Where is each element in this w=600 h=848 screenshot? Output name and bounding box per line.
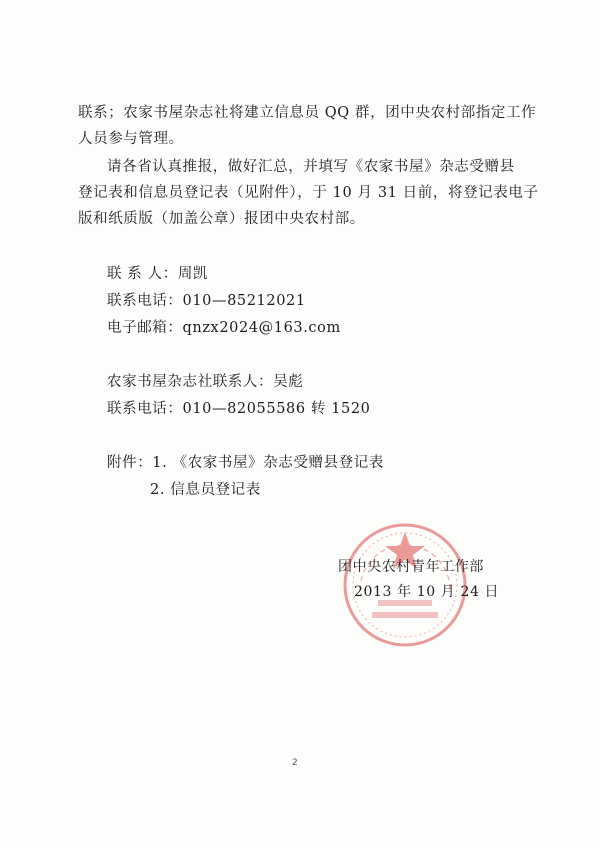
contact-phone: 联系电话：010—85212021 bbox=[107, 293, 306, 309]
body-para1-line2: 人员参与管理。 bbox=[78, 131, 184, 147]
magazine-contact-person: 农家书屋杂志社联系人：吴彪 bbox=[107, 374, 304, 390]
magazine-contact-phone: 联系电话：010—82055586 转 1520 bbox=[107, 401, 371, 417]
body-para2-line2: 登记表和信息员登记表（见附件），于 10 月 31 日前，将登记表电子 bbox=[78, 185, 539, 201]
body-para1-line1: 联系；农家书屋杂志社将建立信息员 QQ 群，团中央农村部指定工作 bbox=[78, 105, 537, 121]
body-para2-line3: 版和纸质版（加盖公章）报团中央农村部。 bbox=[78, 211, 365, 227]
attachment-2: 2. 信息员登记表 bbox=[150, 482, 261, 498]
contact-email: 电子邮箱：qnzx2024@163.com bbox=[107, 320, 341, 336]
attachment-1: 附件：1. 《农家书屋》杂志受赠县登记表 bbox=[107, 455, 384, 471]
body-para2-line1: 请各省认真推报，做好汇总，并填写《农家书屋》杂志受赠县 bbox=[107, 159, 515, 175]
signature-org: 团中央农村青年工作部 bbox=[338, 559, 484, 575]
page-number: 2 bbox=[292, 758, 298, 768]
contact-person: 联 系 人：周凯 bbox=[107, 266, 209, 282]
signature-date: 2013 年 10 月 24 日 bbox=[354, 584, 500, 600]
